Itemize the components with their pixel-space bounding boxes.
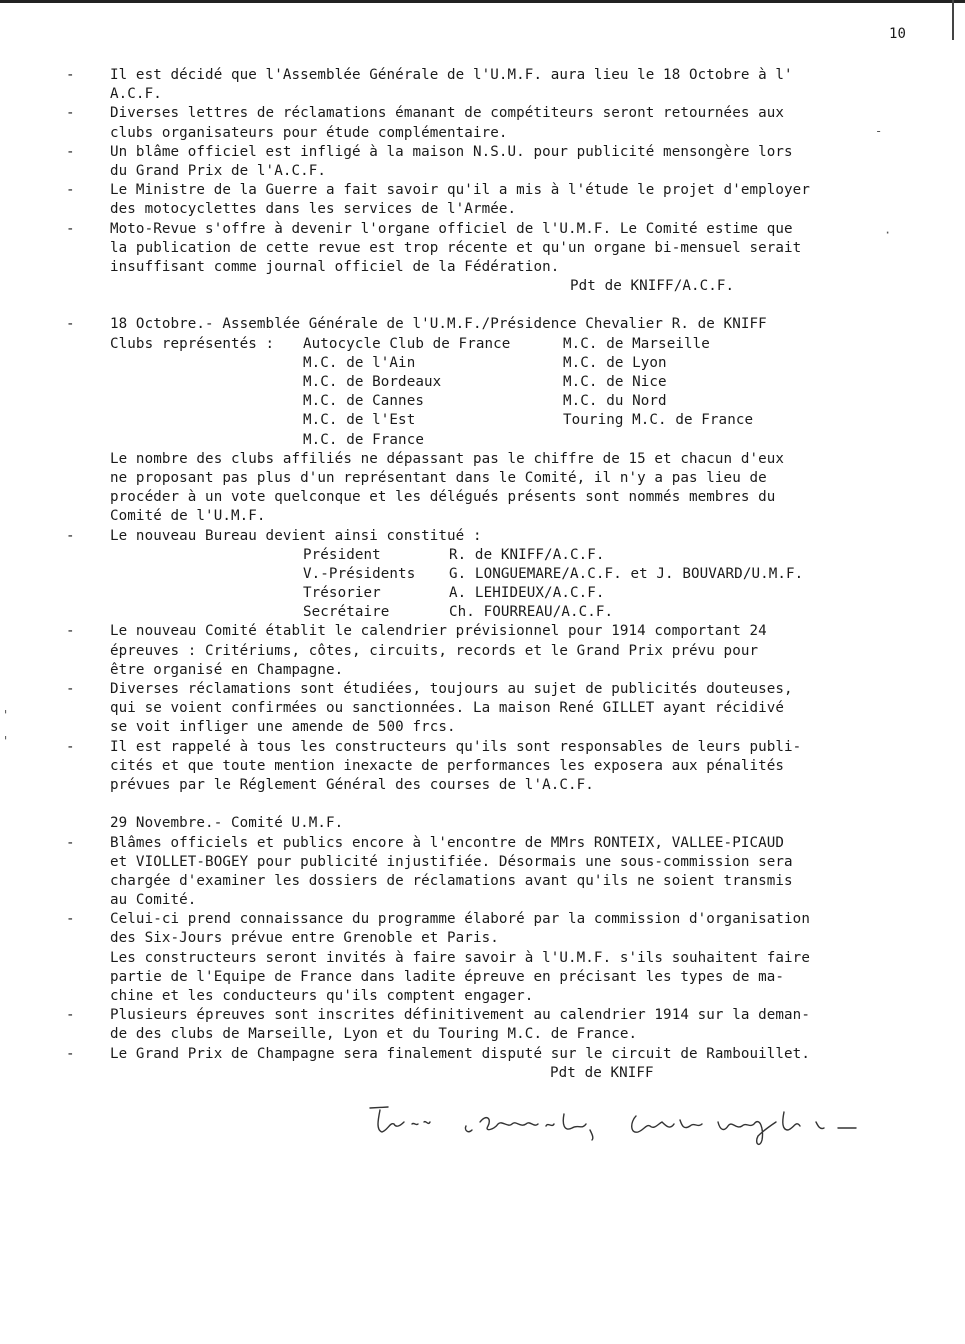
club-name: M.C. de Lyon	[563, 354, 667, 371]
minutes-item	[66, 1006, 900, 1044]
section-1	[66, 66, 900, 296]
minutes-item	[66, 181, 900, 219]
bullet-dash: -	[66, 1007, 75, 1024]
handwritten-note	[368, 1100, 938, 1160]
text-line: insuffisant comme journal officiel de la Fédération.	[110, 258, 560, 275]
clubs-label: Clubs représentés :	[110, 335, 275, 352]
club-name: M.C. du Nord	[563, 393, 667, 410]
bureau-role: Secrétaire	[303, 604, 390, 621]
minutes-item	[66, 66, 900, 104]
text-line: A.C.F.	[110, 86, 162, 103]
text-line: la publication de cette revue est trop récente et qu'un organe bi-mensuel serait	[110, 239, 802, 256]
club-name: M.C. de l'Ain	[303, 354, 416, 371]
bullet-dash: -	[66, 738, 75, 755]
minutes-item	[66, 834, 900, 911]
bullet-dash: -	[66, 1045, 75, 1062]
text-line: Un blâme officiel est infligé à la maison N.S.U. pour publicité mensongère lors	[110, 143, 793, 160]
text-line: Le nombre des clubs affiliés ne dépassant pas le chiffre de 15 et chacun d'eux	[110, 450, 785, 467]
bureau-row	[110, 565, 900, 584]
text-line: Celui-ci prend connaissance du programme élaboré par la commission d'organisation	[110, 911, 810, 928]
club-name: M.C. de l'Est	[303, 412, 416, 429]
text-line: Les constructeurs seront invités à faire savoir à l'U.M.F. s'ils souhaitent faire	[110, 949, 810, 966]
minutes-item	[66, 220, 900, 278]
margin-mark: '	[2, 708, 10, 722]
text-line: Diverses réclamations sont étudiées, toujours au sujet de publicités douteuses,	[110, 681, 793, 697]
minutes-item	[66, 680, 900, 738]
club-name: Autocycle Club de France	[303, 335, 511, 352]
margin-mark: '	[2, 734, 10, 748]
signature: Pdt de KNIFF	[550, 1064, 654, 1081]
minutes-item	[66, 622, 900, 680]
margin-mark: -	[875, 124, 883, 138]
bureau-intro: Le nouveau Bureau devient ainsi constitué :	[110, 527, 482, 544]
text-line: Il est décidé que l'Assemblée Générale de l'U.M.F. aura lieu le 18 Octobre à l'	[110, 67, 793, 83]
clubs-row	[110, 373, 900, 392]
text-line: Moto-Revue s'offre à devenir l'organe officiel de l'U.M.F. Le Comité estime que	[110, 220, 793, 237]
club-name: M.C. de Cannes	[303, 393, 424, 410]
bullet-dash: -	[66, 911, 75, 928]
text-line: prévues par le Réglement Général des courses de l'A.C.F.	[110, 776, 594, 793]
section-heading: 29 Novembre.- Comité U.M.F.	[110, 815, 344, 832]
text-line: Blâmes officiels et publics encore à l'encontre de MMrs RONTEIX, VALLEE-PICAUD	[110, 834, 785, 851]
bullet-dash: -	[66, 105, 75, 122]
text-line: des motocyclettes dans les services de l'Armée.	[110, 201, 517, 218]
text-line: procéder à un vote quelconque et les délégués présents sont nommés membres du	[110, 489, 776, 506]
text-line: au Comité.	[110, 892, 197, 909]
bullet-dash: -	[66, 681, 75, 697]
clubs-row	[110, 392, 900, 411]
bureau-name: G. LONGUEMARE/A.C.F. et J. BOUVARD/U.M.F.	[449, 565, 804, 582]
text-line: de des clubs de Marseille, Lyon et du Touring M.C. de France.	[110, 1026, 638, 1043]
section-3	[66, 814, 900, 1083]
text-line: qui se voient confirmées ou sanctionnées. La maison René GILLET ayant récidivé	[110, 700, 785, 717]
signature: Pdt de KNIFF/A.C.F.	[570, 278, 735, 295]
text-line: Comité de l'U.M.F.	[110, 508, 266, 525]
text-line: ne proposant pas plus d'un représentant dans le Comité, il n'y a pas lieu de	[110, 469, 767, 486]
minutes-item	[66, 910, 900, 1006]
bureau-row	[110, 603, 900, 622]
text-line: Plusieurs épreuves sont inscrites définitivement au calendrier 1914 sur la deman-	[110, 1007, 810, 1024]
text-line: être organisé en Champagne.	[110, 661, 344, 678]
clubs-row	[110, 354, 900, 373]
bullet-dash: -	[66, 67, 75, 83]
minutes-item	[66, 143, 900, 181]
bureau-name: R. de KNIFF/A.C.F.	[449, 546, 605, 563]
bullet-dash: -	[66, 220, 75, 237]
bureau-row	[110, 546, 900, 565]
page-top-border	[0, 0, 965, 3]
bullet-dash: -	[66, 834, 75, 851]
page-right-border	[952, 0, 954, 40]
text-line: Le Ministre de la Guerre a fait savoir qu'il a mis à l'étude le projet d'employer	[110, 182, 810, 199]
bullet-dash: -	[66, 527, 75, 544]
minutes-item	[66, 738, 900, 796]
bullet-dash: -	[66, 143, 75, 160]
minutes-item	[66, 104, 900, 142]
clubs-row	[110, 335, 900, 354]
text-line: épreuves : Critériums, côtes, circuits, records et le Grand Prix prévu pour	[110, 642, 759, 659]
text-line: se voit infliger une amende de 500 frcs.	[110, 719, 456, 736]
page-number: 10	[889, 26, 907, 42]
text-line: et VIOLLET-BOGEY pour publicité injustifiée. Désormais une sous-commission sera	[110, 853, 793, 870]
text-line: clubs organisateurs pour étude complémentaire.	[110, 124, 508, 141]
bureau-role: Président	[303, 546, 381, 563]
section-2	[66, 315, 900, 795]
bureau-name: A. LEHIDEUX/A.C.F.	[449, 585, 605, 602]
club-name: Touring M.C. de France	[563, 412, 754, 429]
club-name: M.C. de France	[303, 431, 424, 448]
document-body	[66, 66, 900, 1083]
margin-mark: ·	[884, 226, 892, 240]
bureau-role: V.-Présidents	[303, 565, 416, 582]
clubs-row	[110, 411, 900, 430]
bureau-row	[110, 584, 900, 603]
bullet-dash: -	[66, 316, 75, 333]
club-name: M.C. de Bordeaux	[303, 374, 442, 390]
text-line: Le Grand Prix de Champagne sera finalement disputé sur le circuit de Rambouillet.	[110, 1045, 810, 1062]
text-line: cités et que toute mention inexacte de performances les exposera aux pénalités	[110, 757, 785, 774]
minutes-item	[66, 1045, 900, 1064]
bureau-name: Ch. FOURREAU/A.C.F.	[449, 604, 614, 621]
club-name: M.C. de Nice	[563, 374, 667, 390]
text-line: chargée d'examiner les dossiers de réclamations avant qu'ils ne soient transmis	[110, 872, 793, 889]
text-line: Il est rappelé à tous les constructeurs qu'ils sont responsables de leurs publi-	[110, 738, 802, 755]
club-name: M.C. de Marseille	[563, 335, 710, 352]
text-line: du Grand Prix de l'A.C.F.	[110, 162, 327, 179]
text-line: chine et les conducteurs qu'ils comptent engager.	[110, 988, 534, 1004]
text-line: des Six-Jours prévue entre Grenoble et Paris.	[110, 930, 499, 947]
paragraph	[110, 450, 900, 527]
bullet-dash: -	[66, 182, 75, 199]
bullet-dash: -	[66, 623, 75, 640]
bureau-role: Trésorier	[303, 585, 381, 602]
text-line: partie de l'Equipe de France dans ladite épreuve en précisant les types de ma-	[110, 968, 785, 985]
clubs-row	[110, 431, 900, 450]
text-line: Diverses lettres de réclamations émanant de compétiteurs seront retournées aux	[110, 105, 785, 122]
section-heading: 18 Octobre.- Assemblée Générale de l'U.M.F./Présidence Chevalier R. de KNIFF	[110, 316, 767, 333]
text-line: Le nouveau Comité établit le calendrier prévisionnel pour 1914 comportant 24	[110, 623, 767, 640]
